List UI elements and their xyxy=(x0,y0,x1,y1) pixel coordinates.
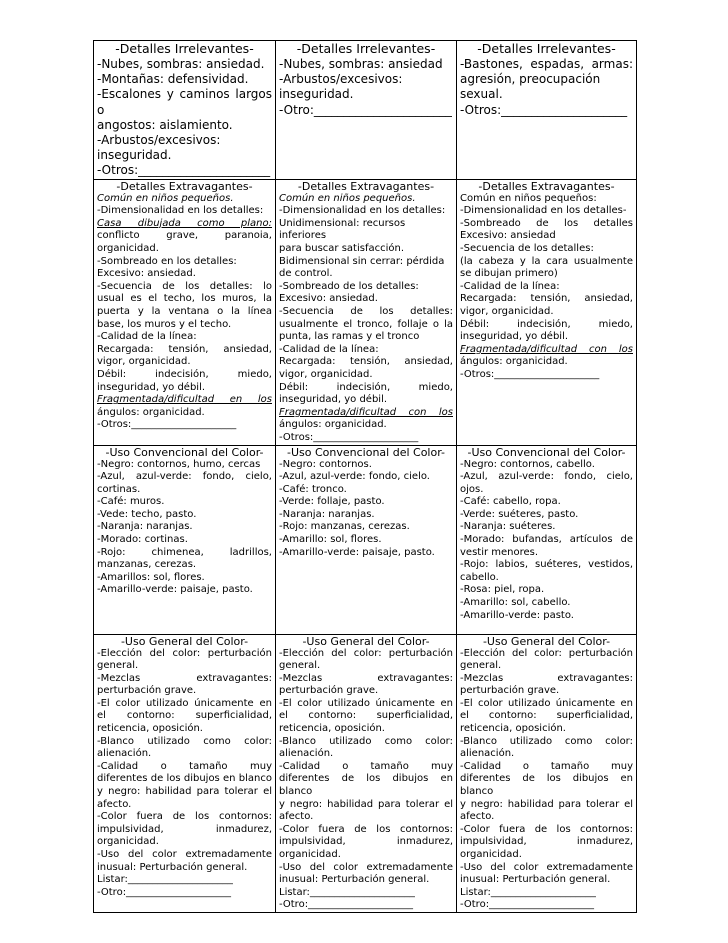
text-line: base, los muros y el techo. xyxy=(97,318,232,330)
text-line: inseguridad. xyxy=(279,87,354,102)
text-line: -Rojo: chimenea, ladrillos, xyxy=(97,546,272,558)
text-line: -Verde: suéteres, pasto. xyxy=(460,508,579,520)
text-line: vigor, organicidad. xyxy=(279,368,373,380)
text-line: ángulos: organicidad. xyxy=(97,406,205,418)
section-heading: -Detalles Extravagantes- xyxy=(297,179,435,193)
text-line: afecto. xyxy=(460,811,495,823)
text-line: usualmente el tronco, follaje o la xyxy=(279,318,453,330)
text-line: y negro: habilidad para tolerar el xyxy=(460,798,633,810)
text-line: -Uso del color extremadamente xyxy=(460,861,633,873)
text-line: -Color fuera de los contornos: xyxy=(279,823,453,835)
text-line: -Sombreado de los detalles xyxy=(460,217,633,229)
text-line: -Rojo: manzanas, cerezas. xyxy=(279,521,410,533)
text-line: inseguridad. xyxy=(97,148,172,163)
text-line: Común en niños pequeños. xyxy=(97,192,234,204)
text-line: reticencia, oposición. xyxy=(97,723,203,735)
text-line: ojos. xyxy=(460,483,484,495)
text-line: organicidad. xyxy=(279,849,341,860)
text-line: -Nubes, sombras: ansiedad. xyxy=(97,57,265,71)
text-line: -Amarillo: sol, flores. xyxy=(279,534,382,546)
text-line: inusual: Perturbación general. xyxy=(97,861,248,873)
cell-casa-convencional xyxy=(94,445,276,634)
text-line: -Blanco utilizado como color: xyxy=(279,735,453,747)
text-line: inseguridad, yo débil. xyxy=(460,331,569,343)
row-uso-convencional-color xyxy=(94,445,637,634)
text-line: y negro: habilidad para tolerar el xyxy=(97,786,272,798)
section-heading: -Uso Convencional del Color- xyxy=(287,445,445,459)
text-line: Débil: indecisión, miedo, xyxy=(97,368,272,380)
text-line: -Azul, azul-verde: fondo, cielo. xyxy=(279,471,430,483)
text-line: -Dimensionalidad en los detalles- xyxy=(460,205,627,217)
text-line: -Rosa: piel, ropa. xyxy=(460,584,545,596)
text-line: inusual: Perturbación general. xyxy=(279,874,430,886)
text-line: alienación. xyxy=(279,748,334,760)
blank-line: -Otros:_____________________ xyxy=(460,102,628,117)
text-line: general. xyxy=(97,660,139,672)
text-line: -Nubes, sombras: ansiedad xyxy=(279,57,443,71)
text-line: -Dimensionalidad en los detalles: xyxy=(97,205,264,217)
text-line: -Dimensionalidad en los detalles: xyxy=(279,205,446,217)
text-line: angostos: aislamiento. xyxy=(97,117,233,132)
section-heading: -Uso General del Color- xyxy=(302,634,430,648)
text-line: vigor, organicidad. xyxy=(97,356,191,368)
cell-arbol-convencional xyxy=(276,445,457,634)
text-line: -Vede: techo, pasto. xyxy=(97,508,197,520)
cell-arbol-irrelevantes xyxy=(276,41,457,180)
row-uso-general-color xyxy=(94,634,637,912)
text-line: diferentes de los dibujos en blanco xyxy=(279,773,457,798)
text-line: -Elección del color: perturbación xyxy=(97,647,272,659)
text-line: -El color utilizado únicamente en xyxy=(460,697,633,709)
text-line: el contorno: superficialidad, xyxy=(97,710,272,722)
cell-persona-general xyxy=(457,634,637,912)
text-line: reticencia, oposición. xyxy=(279,723,385,735)
text-line: -Azul, azul-verde: fondo, cielo, xyxy=(97,471,272,483)
blank-line: -Otros:_____________________ xyxy=(460,368,600,380)
blank-line: -Otros:______________________ xyxy=(97,163,271,178)
text-line: -Blanco utilizado como color: xyxy=(97,735,272,747)
text-line: -Elección del color: perturbación xyxy=(460,647,633,659)
blank-line: -Otro:_____________________ xyxy=(279,899,414,911)
text-line: cabello. xyxy=(460,571,499,583)
text-line: punta, las ramas y el tronco xyxy=(279,331,420,343)
text-line: Fragmentada/dificultad con los xyxy=(460,343,633,355)
text-line: vestir menores. xyxy=(460,546,539,558)
text-line: -Rojo: labios, suéteres, vestidos, xyxy=(460,559,633,571)
text-line: Recargada: tensión, ansiedad, xyxy=(97,343,272,355)
section-heading: -Detalles Irrelevantes- xyxy=(115,41,254,56)
cell-persona-irrelevantes xyxy=(457,41,637,180)
text-line: -Naranja: naranjas. xyxy=(279,508,375,520)
row-detalles-extravagantes xyxy=(94,179,637,445)
text-line: -Blanco utilizado como color: xyxy=(460,735,633,747)
text-line: -El color utilizado únicamente en xyxy=(279,697,453,709)
text-line: diferentes de los dibujos en blanco xyxy=(97,773,272,785)
text-line: organicidad. xyxy=(97,243,159,254)
text-line: -Secuencia de los detalles: xyxy=(460,243,594,254)
blank-line: -Otro:_______________________ xyxy=(279,102,452,117)
text-line: -Azul, azul-verde: fondo, cielo, xyxy=(460,471,633,483)
text-line: impulsividad, inmadurez, xyxy=(279,836,453,848)
section-heading: -Uso General del Color- xyxy=(120,634,249,648)
text-line: inusual: Perturbación general. xyxy=(460,874,611,886)
text-line: y negro: habilidad para tolerar el xyxy=(279,798,453,810)
text-line: -Negro: contornos, humo, cercas xyxy=(97,458,261,470)
text-line: -Mezclas extravagantes: xyxy=(97,672,272,684)
text-line: -Verde: follaje, pasto. xyxy=(279,496,385,508)
text-line: Bidimensional sin cerrar: pérdida xyxy=(279,255,445,267)
text-line: -Calidad o tamaño muy xyxy=(97,760,272,772)
section-heading: -Detalles Irrelevantes- xyxy=(296,41,436,56)
text-line: -Amarillos: sol, flores. xyxy=(97,571,205,583)
blank-line: -Otros:_____________________ xyxy=(97,419,237,431)
text-line: cortinas. xyxy=(97,483,141,495)
text-line: Débil: indecisión, miedo, xyxy=(279,381,453,393)
text-line: -Uso del color extremadamente xyxy=(97,849,272,860)
text-line: -Secuencia de los detalles: lo xyxy=(97,280,272,292)
text-line: -Sombreado de los detalles: xyxy=(279,280,419,292)
text-line: inseguridad, yo débil. xyxy=(97,381,206,393)
section-heading: -Uso Convencional del Color- xyxy=(467,445,626,459)
row-detalles-irrelevantes xyxy=(94,41,637,180)
text-line: -Bastones, espadas, armas: xyxy=(460,57,633,71)
text-line: -Negro: contornos. xyxy=(279,458,372,470)
text-line: -Calidad o tamaño muy xyxy=(460,760,633,772)
text-line: Recargada: tensión, ansiedad, xyxy=(460,293,633,305)
section-heading: -Detalles Extravagantes- xyxy=(116,179,253,193)
text-line: Unidimensional: recursos inferiores xyxy=(279,217,409,242)
cell-persona-convencional xyxy=(457,445,637,634)
text-line: afecto. xyxy=(97,798,132,810)
text-line: -Elección del color: perturbación xyxy=(279,647,453,659)
text-line: -Café: cabello, ropa. xyxy=(460,496,561,508)
text-line: -Naranja: suéteres. xyxy=(460,521,556,533)
text-line: reticencia, oposición. xyxy=(460,723,566,735)
text-line: Excesivo: ansiedad xyxy=(460,230,556,242)
text-line: afecto. xyxy=(279,811,314,823)
text-line: general. xyxy=(460,660,502,672)
document-sheet xyxy=(93,40,636,913)
section-heading: -Detalles Extravagantes- xyxy=(478,179,615,193)
text-line: para buscar satisfacción. xyxy=(279,243,405,254)
text-line: -Secuencia de los detalles: xyxy=(279,305,453,317)
evaluation-table xyxy=(93,40,637,913)
text-line: perturbación grave. xyxy=(279,685,379,697)
section-heading: -Uso Convencional del Color- xyxy=(105,445,264,459)
section-heading: -Uso General del Color- xyxy=(482,634,611,648)
text-line: el contorno: superficialidad, xyxy=(279,710,453,722)
text-line: -Mezclas extravagantes: xyxy=(460,672,633,684)
text-line: agresión, preocupación sexual. xyxy=(460,72,605,102)
text-line: -Escalones y caminos largos o xyxy=(97,87,276,117)
text-line: -Café: muros. xyxy=(97,496,165,508)
text-line: -Sombreado en los detalles: xyxy=(97,255,237,267)
text-line: organicidad. xyxy=(460,849,522,860)
text-line: -Arbustos/excesivos: xyxy=(97,133,221,148)
text-line: -Arbustos/excesivos: xyxy=(279,72,403,87)
text-line: ángulos: organicidad. xyxy=(460,356,568,368)
cell-casa-general xyxy=(94,634,276,912)
text-line: Común en niños pequeños. xyxy=(279,192,416,204)
text-line: -Montañas: defensividad. xyxy=(97,72,249,87)
text-line: Casa dibujada como plano: xyxy=(97,217,272,229)
text-line: -Color fuera de los contornos: xyxy=(97,811,272,823)
text-line: Fragmentada/dificultad en los xyxy=(97,394,272,406)
text-line: puerta y la ventana o la línea xyxy=(97,305,272,317)
text-line: vigor, organicidad. xyxy=(460,305,554,317)
text-line: -Morado: bufandas, artículos de xyxy=(460,534,633,546)
text-line: -Amarillo-verde: paisaje, pasto. xyxy=(279,546,435,558)
text-line: -Negro: contornos, cabello. xyxy=(460,458,595,470)
text-line: (la cabeza y la cara usualmente xyxy=(460,255,633,267)
blank-line: -Otro:_____________________ xyxy=(460,899,595,911)
text-line: -Calidad o tamaño muy xyxy=(279,760,453,772)
blank-line: -Otros:_____________________ xyxy=(279,431,419,443)
text-line: alienación. xyxy=(460,748,515,760)
text-line: -El color utilizado únicamente en xyxy=(97,697,272,709)
section-heading: -Detalles Irrelevantes- xyxy=(477,41,616,56)
text-line: -Mezclas extravagantes: xyxy=(279,672,453,684)
cell-arbol-extravagantes xyxy=(276,179,457,445)
text-line: Recargada: tensión, ansiedad, xyxy=(279,356,453,368)
blank-line: Listar:_____________________ xyxy=(460,886,596,898)
text-line: usual es el techo, los muros, la xyxy=(97,293,272,305)
text-line: -Calidad de la línea: xyxy=(97,331,197,343)
text-line: -Amarillo-verde: paisaje, pasto. xyxy=(97,584,253,596)
cell-arbol-general xyxy=(276,634,457,912)
text-line: ángulos: organicidad. xyxy=(279,419,387,431)
text-line: Fragmentada/dificultad con los xyxy=(279,406,453,418)
text-line: Común en niños pequeños: xyxy=(460,192,597,204)
text-line: Excesivo: ansiedad. xyxy=(279,293,378,305)
text-line: -Naranja: naranjas. xyxy=(97,521,193,533)
blank-line: Listar:_____________________ xyxy=(279,886,415,898)
text-line: organicidad. xyxy=(97,836,159,848)
text-line: conflicto grave, paranoia, xyxy=(97,230,272,242)
text-line: impulsividad, inmadurez, xyxy=(460,836,633,848)
cell-persona-extravagantes xyxy=(457,179,637,445)
text-line: inseguridad, yo débil. xyxy=(279,394,388,406)
text-line: manzanas, cerezas. xyxy=(97,559,197,571)
text-line: Débil: indecisión, miedo, xyxy=(460,318,633,330)
text-line: diferentes de los dibujos en blanco xyxy=(460,773,637,798)
text-line: -Amarillo: sol, cabello. xyxy=(460,597,571,609)
text-line: alienación. xyxy=(97,748,152,760)
text-line: -Color fuera de los contornos: xyxy=(460,823,633,835)
text-line: -Morado: cortinas. xyxy=(97,534,188,546)
text-line: impulsividad, inmadurez, xyxy=(97,823,272,835)
cell-casa-irrelevantes xyxy=(94,41,276,180)
text-line: perturbación grave. xyxy=(460,685,560,697)
text-line: -Calidad de la línea: xyxy=(460,280,560,292)
text-line: perturbación grave. xyxy=(97,685,197,697)
cell-casa-extravagantes xyxy=(94,179,276,445)
text-line: Excesivo: ansiedad. xyxy=(97,268,196,280)
text-line: general. xyxy=(279,660,321,672)
text-line: -Café: tronco. xyxy=(279,483,347,495)
blank-line: Listar:_____________________ xyxy=(97,874,233,886)
text-line: -Uso del color extremadamente xyxy=(279,861,453,873)
text-line: el contorno: superficialidad, xyxy=(460,710,633,722)
text-line: -Amarillo-verde: pasto. xyxy=(460,609,574,621)
text-line: de control. xyxy=(279,268,333,280)
text-line: se dibujan primero) xyxy=(460,268,558,280)
text-line: -Calidad de la línea: xyxy=(279,343,379,355)
blank-line: -Otro:_____________________ xyxy=(97,886,232,898)
